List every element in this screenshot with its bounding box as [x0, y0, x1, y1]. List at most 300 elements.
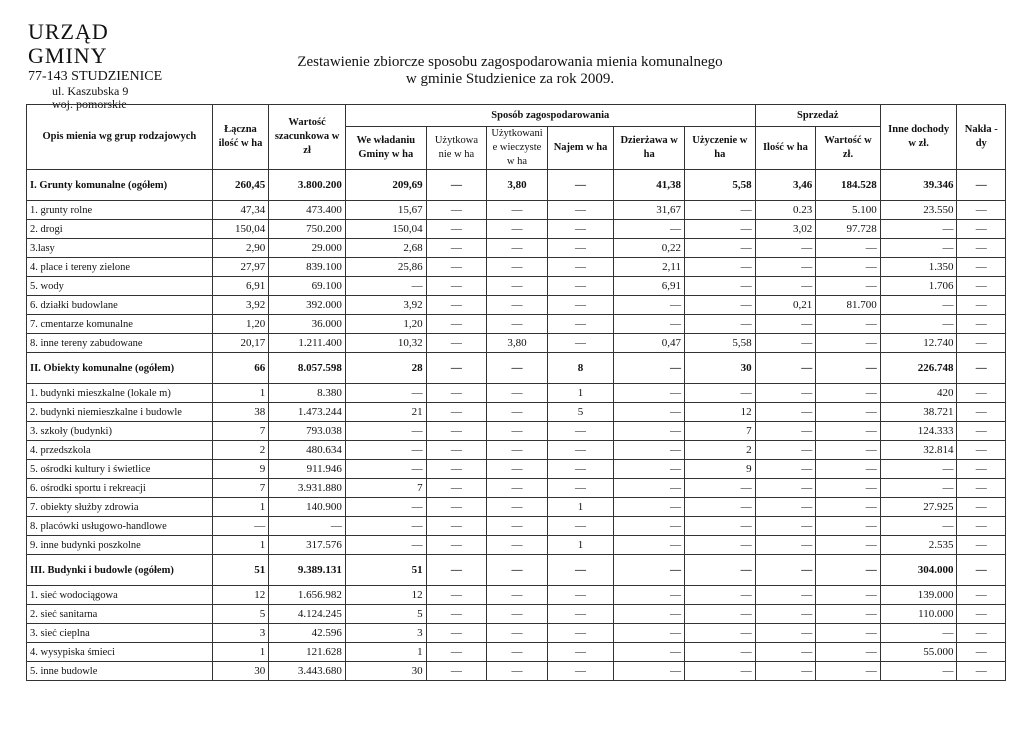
table-row [27, 586, 1006, 605]
table-cell: 3 [345, 624, 426, 643]
table-cell: 3,02 [755, 220, 816, 239]
table-cell: 3.443.680 [269, 662, 346, 681]
table-cell: — [487, 296, 548, 315]
table-cell: — [487, 277, 548, 296]
table-cell: 5 [212, 605, 269, 624]
table-row [27, 441, 1006, 460]
table-cell: 27,97 [212, 258, 269, 277]
table-cell: — [880, 479, 957, 498]
table-cell: 839.100 [269, 258, 346, 277]
table-cell: — [487, 517, 548, 536]
table-cell: 69.100 [269, 277, 346, 296]
table-cell: — [685, 201, 756, 220]
table-cell: — [755, 315, 816, 334]
table-row [27, 498, 1006, 517]
table-cell: — [614, 586, 685, 605]
table-row [27, 353, 1006, 384]
table-cell: — [426, 517, 487, 536]
table-cell: 304.000 [880, 555, 957, 586]
table-cell: — [880, 239, 957, 258]
table-cell: — [685, 258, 756, 277]
table-cell: 5,58 [685, 334, 756, 353]
table-cell: 47,34 [212, 201, 269, 220]
table-cell: — [755, 498, 816, 517]
table-cell: 1.211.400 [269, 334, 346, 353]
table-cell: 3,80 [487, 170, 548, 201]
table-cell: — [547, 296, 614, 315]
table-cell: 121.628 [269, 643, 346, 662]
table-cell: 226.748 [880, 353, 957, 384]
table-cell: — [816, 536, 881, 555]
table-cell: — [426, 460, 487, 479]
table-cell: 3.800.200 [269, 170, 346, 201]
table-cell: 7 [212, 479, 269, 498]
table-cell: — [426, 586, 487, 605]
table-cell: 3 [212, 624, 269, 643]
table-cell: 139.000 [880, 586, 957, 605]
table-row [27, 201, 1006, 220]
table-cell: — [614, 479, 685, 498]
row-label: 9. inne budynki poszkolne [27, 536, 213, 555]
row-label: 7. obiekty służby zdrowia [27, 498, 213, 517]
table-cell: — [614, 422, 685, 441]
table-cell: 5,58 [685, 170, 756, 201]
table-cell: — [755, 643, 816, 662]
table-cell: — [487, 624, 548, 643]
table-cell: — [685, 384, 756, 403]
table-cell: 32.814 [880, 441, 957, 460]
table-cell: — [880, 220, 957, 239]
table-cell: 1.473.244 [269, 403, 346, 422]
table-cell: — [816, 258, 881, 277]
row-label: 4. wysypiska śmieci [27, 643, 213, 662]
table-cell: 29.000 [269, 239, 346, 258]
table-cell: — [426, 201, 487, 220]
table-cell: 1.350 [880, 258, 957, 277]
table-cell: — [345, 460, 426, 479]
table-cell: — [685, 662, 756, 681]
table-cell: — [880, 624, 957, 643]
table-cell: 140.900 [269, 498, 346, 517]
table-cell: — [614, 220, 685, 239]
table-row [27, 643, 1006, 662]
table-row [27, 555, 1006, 586]
table-cell: — [957, 662, 1006, 681]
table-row [27, 403, 1006, 422]
table-cell: — [426, 662, 487, 681]
table-row [27, 258, 1006, 277]
table-cell: 0,22 [614, 239, 685, 258]
table-cell: — [487, 643, 548, 662]
table-cell: — [614, 353, 685, 384]
table-cell: — [487, 555, 548, 586]
table-cell: — [957, 239, 1006, 258]
table-cell: 38 [212, 403, 269, 422]
table-row [27, 605, 1006, 624]
table-cell: 1.656.982 [269, 586, 346, 605]
table-row [27, 334, 1006, 353]
table-cell: 12 [685, 403, 756, 422]
table-cell: 30 [345, 662, 426, 681]
row-label: 5. wody [27, 277, 213, 296]
table-cell: — [426, 315, 487, 334]
table-cell: — [614, 315, 685, 334]
table-cell: — [547, 315, 614, 334]
table-cell: — [614, 498, 685, 517]
table-cell: 5.100 [816, 201, 881, 220]
table-cell: 473.400 [269, 201, 346, 220]
table-cell: 6,91 [614, 277, 685, 296]
header-inne: Inne dochody w zł. [880, 105, 957, 170]
table-cell: — [755, 479, 816, 498]
table-cell: 1 [212, 536, 269, 555]
table-cell: 5 [547, 403, 614, 422]
table-cell: — [816, 277, 881, 296]
table-cell: — [816, 624, 881, 643]
table-cell: — [957, 555, 1006, 586]
table-cell: 9 [212, 460, 269, 479]
table-cell: — [957, 536, 1006, 555]
row-label: 4. przedszkola [27, 441, 213, 460]
table-cell: — [614, 624, 685, 643]
header-ilosc: Ilość w ha [755, 127, 816, 170]
table-cell: — [957, 403, 1006, 422]
table-cell: — [547, 201, 614, 220]
property-table [26, 104, 1006, 681]
table-cell: — [957, 605, 1006, 624]
table-cell: — [426, 605, 487, 624]
table-cell: — [755, 422, 816, 441]
table-cell: — [614, 441, 685, 460]
table-cell: — [426, 555, 487, 586]
table-cell: — [614, 605, 685, 624]
header-wieczyste: Użytkowani e wieczyste w ha [487, 127, 548, 170]
row-label: 2. sieć sanitarna [27, 605, 213, 624]
table-cell: — [547, 220, 614, 239]
table-cell: — [345, 498, 426, 517]
table-cell: 0,47 [614, 334, 685, 353]
table-cell: — [345, 422, 426, 441]
table-cell: — [755, 555, 816, 586]
table-cell: 8.380 [269, 384, 346, 403]
table-cell: 5 [345, 605, 426, 624]
title-line-1: Zestawienie zbiorcze sposobu zagospodarowania mienia komunalnego [297, 54, 723, 70]
table-cell: — [816, 353, 881, 384]
table-cell: 1 [212, 498, 269, 517]
table-cell: — [755, 239, 816, 258]
table-cell: — [487, 239, 548, 258]
table-cell: — [685, 220, 756, 239]
table-cell: — [880, 296, 957, 315]
table-cell: — [957, 258, 1006, 277]
table-cell: — [345, 536, 426, 555]
row-label: II. Obiekty komunalne (ogółem) [27, 353, 213, 384]
row-label: 1. budynki mieszkalne (lokale m) [27, 384, 213, 403]
table-cell: — [426, 422, 487, 441]
table-cell: — [755, 441, 816, 460]
table-cell: 41,38 [614, 170, 685, 201]
table-cell: 3.931.880 [269, 479, 346, 498]
table-cell: — [212, 517, 269, 536]
table-cell: — [685, 315, 756, 334]
table-cell: — [547, 441, 614, 460]
table-cell: — [685, 555, 756, 586]
table-cell: 1 [547, 384, 614, 403]
table-cell: — [426, 258, 487, 277]
table-cell: — [755, 403, 816, 422]
table-cell: — [957, 498, 1006, 517]
table-cell: 317.576 [269, 536, 346, 555]
table-cell: — [755, 662, 816, 681]
table-cell: — [547, 170, 614, 201]
table-cell: — [426, 498, 487, 517]
table-cell: — [547, 624, 614, 643]
table-row [27, 384, 1006, 403]
table-cell: 30 [212, 662, 269, 681]
row-label: 6. ośrodki sportu i rekreacji [27, 479, 213, 498]
table-cell: — [957, 201, 1006, 220]
table-cell: 81.700 [816, 296, 881, 315]
table-cell: — [957, 384, 1006, 403]
table-cell: — [685, 586, 756, 605]
table-cell: — [426, 277, 487, 296]
table-cell: — [487, 441, 548, 460]
table-cell: 2,68 [345, 239, 426, 258]
table-row [27, 422, 1006, 441]
table-cell: — [816, 517, 881, 536]
row-label: III. Budynki i budowle (ogółem) [27, 555, 213, 586]
table-cell: 1.706 [880, 277, 957, 296]
table-cell: — [685, 498, 756, 517]
table-row [27, 296, 1006, 315]
table-cell: — [685, 624, 756, 643]
table-cell: 209,69 [345, 170, 426, 201]
table-cell: — [957, 334, 1006, 353]
table-cell: — [547, 460, 614, 479]
table-cell: — [957, 479, 1006, 498]
table-cell: — [614, 536, 685, 555]
table-cell: 3,92 [212, 296, 269, 315]
table-cell: — [685, 239, 756, 258]
table-cell: — [547, 643, 614, 662]
table-cell: — [685, 296, 756, 315]
office-header [28, 20, 188, 110]
row-label: 3. sieć cieplna [27, 624, 213, 643]
table-cell: — [547, 239, 614, 258]
table-cell: — [685, 517, 756, 536]
table-cell: 2 [212, 441, 269, 460]
table-cell: — [547, 662, 614, 681]
table-row [27, 315, 1006, 334]
table-cell: 124.333 [880, 422, 957, 441]
table-cell: — [547, 277, 614, 296]
table-cell: 184.528 [816, 170, 881, 201]
header-wladanie: We władaniu Gminy w ha [345, 127, 426, 170]
table-cell: — [816, 498, 881, 517]
table-cell: — [816, 441, 881, 460]
office-province: woj. pomorskie [52, 97, 127, 111]
table-cell: — [685, 536, 756, 555]
table-row [27, 536, 1006, 555]
table-cell: — [755, 586, 816, 605]
table-cell: 1,20 [345, 315, 426, 334]
table-cell: 392.000 [269, 296, 346, 315]
table-cell: 911.946 [269, 460, 346, 479]
table-cell: 9.389.131 [269, 555, 346, 586]
table-cell: — [685, 277, 756, 296]
table-cell: — [614, 555, 685, 586]
table-row [27, 517, 1006, 536]
table-cell: 1 [547, 536, 614, 555]
table-cell: — [755, 277, 816, 296]
table-cell: — [816, 586, 881, 605]
table-cell: — [816, 403, 881, 422]
table-cell: 7 [345, 479, 426, 498]
table-cell: — [957, 441, 1006, 460]
row-label: I. Grunty komunalne (ogółem) [27, 170, 213, 201]
table-cell: — [957, 422, 1006, 441]
table-cell: — [487, 479, 548, 498]
table-cell: 39.346 [880, 170, 957, 201]
office-name: URZĄD GMINY [28, 19, 109, 68]
table-cell: — [880, 460, 957, 479]
table-cell: — [816, 460, 881, 479]
table-cell: 6,91 [212, 277, 269, 296]
row-label: 1. sieć wodociągowa [27, 586, 213, 605]
table-cell: — [547, 258, 614, 277]
table-cell: — [880, 315, 957, 334]
table-cell: — [755, 460, 816, 479]
table-cell: — [487, 498, 548, 517]
document-title [280, 54, 740, 88]
table-cell: — [487, 384, 548, 403]
office-street: ul. Kaszubska 9 [52, 84, 129, 98]
table-cell: — [426, 296, 487, 315]
table-cell: — [816, 422, 881, 441]
table-cell: 260,45 [212, 170, 269, 201]
table-cell: 10,32 [345, 334, 426, 353]
table-cell: 12 [212, 586, 269, 605]
table-cell: 28 [345, 353, 426, 384]
table-row [27, 170, 1006, 201]
row-label: 2. drogi [27, 220, 213, 239]
table-cell: — [426, 479, 487, 498]
table-cell: — [685, 479, 756, 498]
table-cell: 110.000 [880, 605, 957, 624]
table-cell: — [345, 277, 426, 296]
table-cell: — [957, 220, 1006, 239]
table-row [27, 277, 1006, 296]
table-cell: — [957, 315, 1006, 334]
table-cell: — [957, 170, 1006, 201]
table-cell: — [547, 605, 614, 624]
row-label: 2. budynki niemieszkalne i budowle [27, 403, 213, 422]
table-cell: — [487, 258, 548, 277]
table-cell: 3,92 [345, 296, 426, 315]
table-cell: — [547, 422, 614, 441]
table-cell: — [547, 479, 614, 498]
table-row [27, 220, 1006, 239]
table-cell: — [614, 643, 685, 662]
header-uzyczenie: Użyczenie w ha [685, 127, 756, 170]
table-cell: — [957, 624, 1006, 643]
table-cell: — [614, 403, 685, 422]
table-cell: 3,80 [487, 334, 548, 353]
table-cell: — [685, 605, 756, 624]
table-cell: — [547, 334, 614, 353]
table-cell: 1 [547, 498, 614, 517]
table-cell: — [547, 586, 614, 605]
table-row [27, 239, 1006, 258]
table-cell: — [816, 479, 881, 498]
row-label: 7. cmentarze komunalne [27, 315, 213, 334]
table-cell: — [614, 296, 685, 315]
table-cell: — [957, 296, 1006, 315]
table-cell: 97.728 [816, 220, 881, 239]
header-opis: Opis mienia wg grup rodzajowych [27, 105, 213, 170]
header-laczna: Łączna ilość w ha [212, 105, 269, 170]
table-cell: — [816, 239, 881, 258]
table-cell: 66 [212, 353, 269, 384]
header-sposob: Sposób zagospodarowania [345, 105, 755, 127]
table-cell: — [547, 517, 614, 536]
table-cell: 7 [685, 422, 756, 441]
table-cell: 36.000 [269, 315, 346, 334]
table-cell: 20,17 [212, 334, 269, 353]
table-cell: 8.057.598 [269, 353, 346, 384]
table-cell: — [816, 662, 881, 681]
table-cell: 420 [880, 384, 957, 403]
table-cell: — [426, 384, 487, 403]
row-label: 3.lasy [27, 239, 213, 258]
table-cell: — [614, 460, 685, 479]
table-cell: — [614, 662, 685, 681]
table-cell: — [755, 258, 816, 277]
table-cell: 51 [212, 555, 269, 586]
table-cell: — [547, 555, 614, 586]
row-label: 8. placówki usługowo-handlowe [27, 517, 213, 536]
table-row [27, 662, 1006, 681]
table-cell: 1 [212, 643, 269, 662]
table-cell: 150,04 [212, 220, 269, 239]
table-cell: 150,04 [345, 220, 426, 239]
table-cell: — [957, 277, 1006, 296]
table-cell: — [487, 605, 548, 624]
table-cell: — [816, 605, 881, 624]
table-cell: 0.23 [755, 201, 816, 220]
table-cell: 793.038 [269, 422, 346, 441]
table-cell: — [755, 605, 816, 624]
table-cell: 2,90 [212, 239, 269, 258]
row-label: 3. szkoły (budynki) [27, 422, 213, 441]
table-cell: — [487, 460, 548, 479]
office-postal: 77-143 STUDZIENICE [28, 69, 163, 84]
table-cell: — [957, 643, 1006, 662]
header-najem: Najem w ha [547, 127, 614, 170]
table-cell: — [487, 201, 548, 220]
row-label: 4. place i tereny zielone [27, 258, 213, 277]
table-cell: — [755, 517, 816, 536]
table-cell: 7 [212, 422, 269, 441]
table-cell: — [614, 384, 685, 403]
table-cell: 1 [212, 384, 269, 403]
table-cell: 55.000 [880, 643, 957, 662]
table-cell: — [426, 353, 487, 384]
row-label: 6. działki budowlane [27, 296, 213, 315]
table-cell: — [755, 536, 816, 555]
row-label: 5. ośrodki kultury i świetlice [27, 460, 213, 479]
table-cell: — [345, 384, 426, 403]
